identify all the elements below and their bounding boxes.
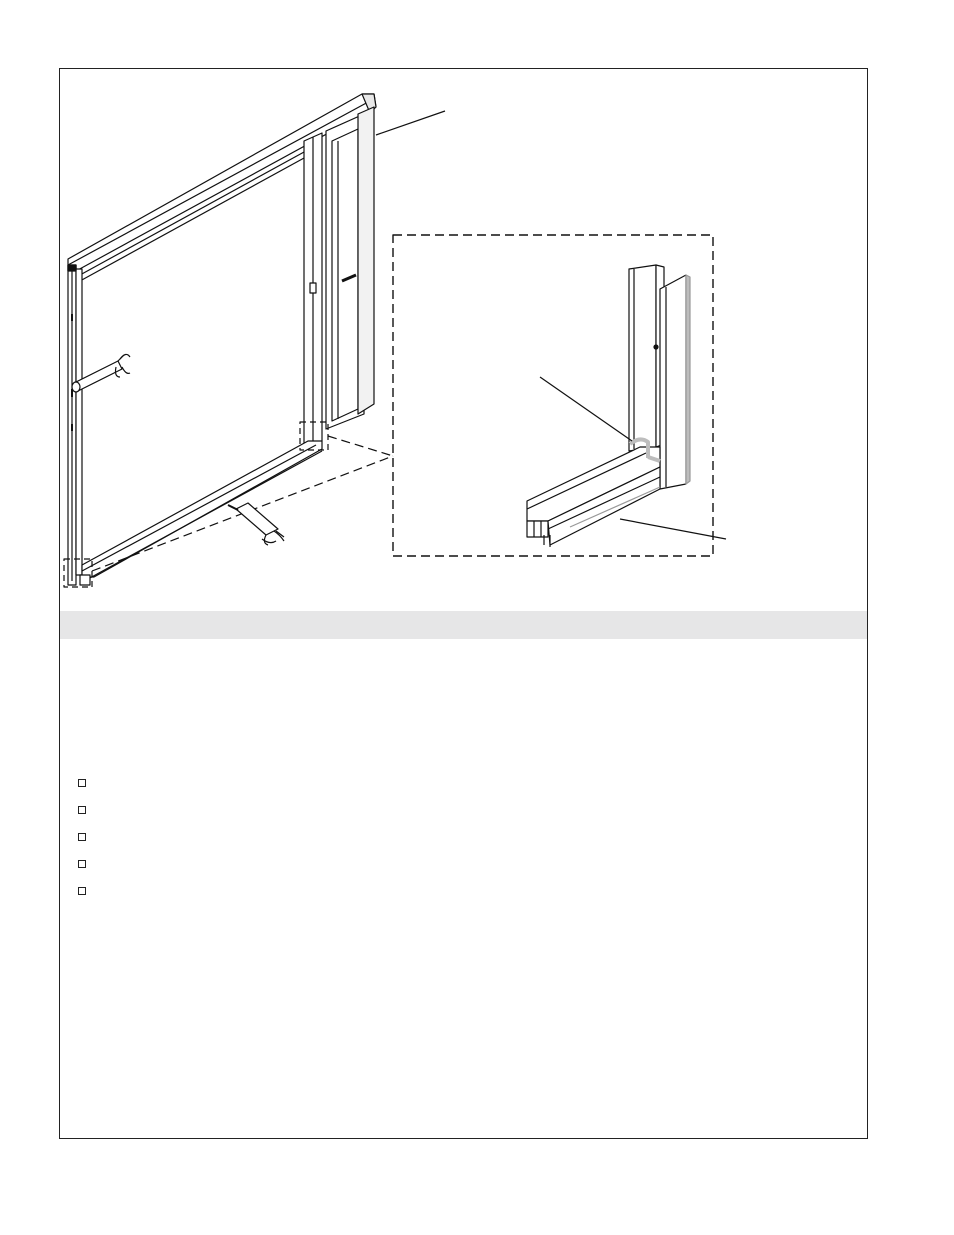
section-title	[60, 611, 867, 621]
detail-corner-profile	[527, 265, 690, 547]
list-item	[78, 877, 98, 904]
bottom-threshold	[80, 441, 322, 585]
right-wall-jamb	[304, 107, 374, 451]
list-item	[78, 796, 98, 823]
left-wall-jamb	[68, 265, 82, 585]
list-item	[78, 850, 98, 877]
checkbox-icon[interactable]	[78, 806, 86, 814]
checklist	[78, 769, 98, 904]
installation-illustration	[60, 69, 869, 611]
checkbox-icon[interactable]	[78, 833, 86, 841]
caulk-gun-icon	[228, 503, 284, 545]
section-header-bar	[60, 611, 867, 639]
checkbox-icon[interactable]	[78, 860, 86, 868]
page-frame	[59, 68, 868, 1139]
checkbox-icon[interactable]	[78, 779, 86, 787]
checkbox-icon[interactable]	[78, 887, 86, 895]
list-item	[78, 769, 98, 796]
list-item	[78, 823, 98, 850]
